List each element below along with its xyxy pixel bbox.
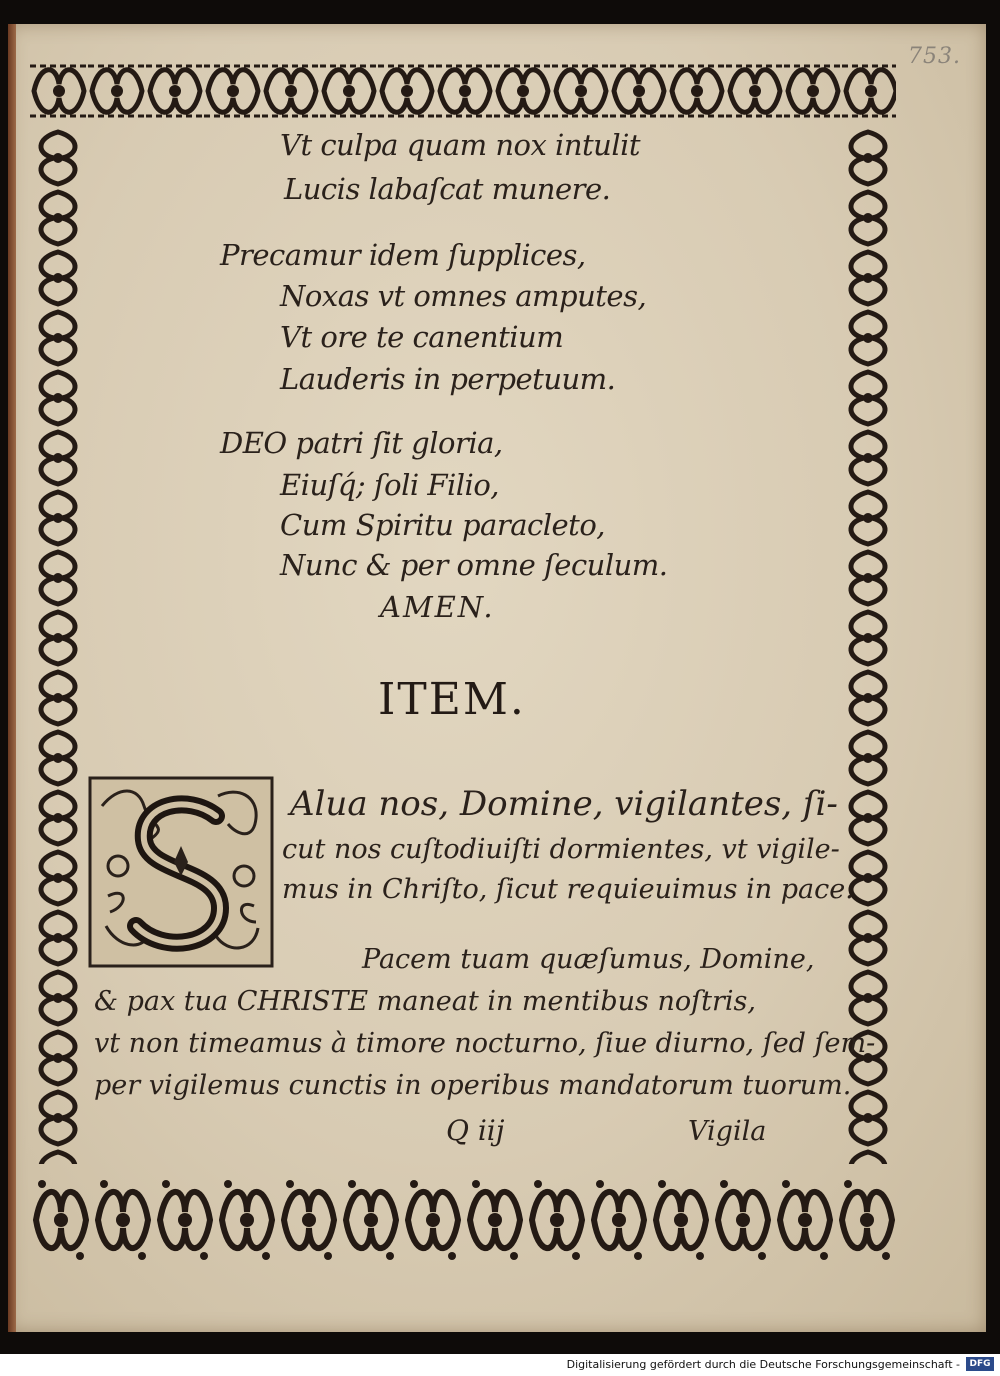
- signature-mark: Q iij: [446, 1114, 505, 1147]
- prayer-line: per vigilemus cunctis in operibus mandatorum tuorum.: [94, 1070, 852, 1101]
- hymn-line: Precamur idem ſupplices,: [220, 238, 586, 272]
- ornamental-border-left: [30, 128, 86, 1164]
- book-page: [8, 24, 986, 1332]
- hymn-line: Eiuſq́; ſoli Filio,: [280, 468, 499, 502]
- decorated-initial: [88, 776, 274, 968]
- prayer-line: Pacem tuam quæſumus, Domine,: [362, 944, 815, 975]
- ornamental-border-bottom: [30, 1164, 896, 1276]
- prayer-line: & pax tua CHRISTE maneat in mentibus noſtris,: [94, 986, 756, 1017]
- hymn-line: Lucis labaſcat munere.: [284, 172, 611, 206]
- footer-credit: Digitalisierung gefördert durch die Deutsche Forschungsgemeinschaft -: [566, 1358, 960, 1371]
- hymn-line: Vt ore te canentium: [280, 320, 564, 354]
- hymn-line: Noxas vt omnes amputes,: [280, 279, 647, 313]
- page-binding-edge: [8, 24, 16, 1332]
- prayer-line: mus in Chriſto, ſicut requieuimus in pace.: [282, 874, 854, 905]
- prayer-line: cut nos cuſtodiuiſti dormientes, vt vigile-: [282, 834, 840, 865]
- ornamental-border-top: [30, 54, 896, 128]
- hymn-line: Cum Spiritu paracleto,: [280, 508, 605, 542]
- hymn-amen: AMEN.: [380, 590, 495, 624]
- prayer-line: Alua nos, Domine, vigilantes, ſi-: [290, 784, 838, 824]
- catchword: Vigila: [688, 1116, 767, 1147]
- dfg-logo: DFG: [966, 1357, 994, 1371]
- hymn-line: Nunc & per omne ſeculum.: [280, 548, 668, 582]
- footer-bar: [0, 1354, 1000, 1376]
- prayer-line: vt non timeamus à timore nocturno, ſiue diurno, ſed ſem-: [94, 1028, 876, 1059]
- ornamental-border-right: [840, 128, 896, 1164]
- hymn-line: DEO patri ſit gloria,: [220, 426, 503, 460]
- section-heading: ITEM.: [378, 674, 526, 725]
- folio-number: 753.: [908, 44, 961, 69]
- hymn-line: Vt culpa quam nox intulit: [280, 128, 641, 162]
- hymn-line: Lauderis in perpetuum.: [280, 362, 616, 396]
